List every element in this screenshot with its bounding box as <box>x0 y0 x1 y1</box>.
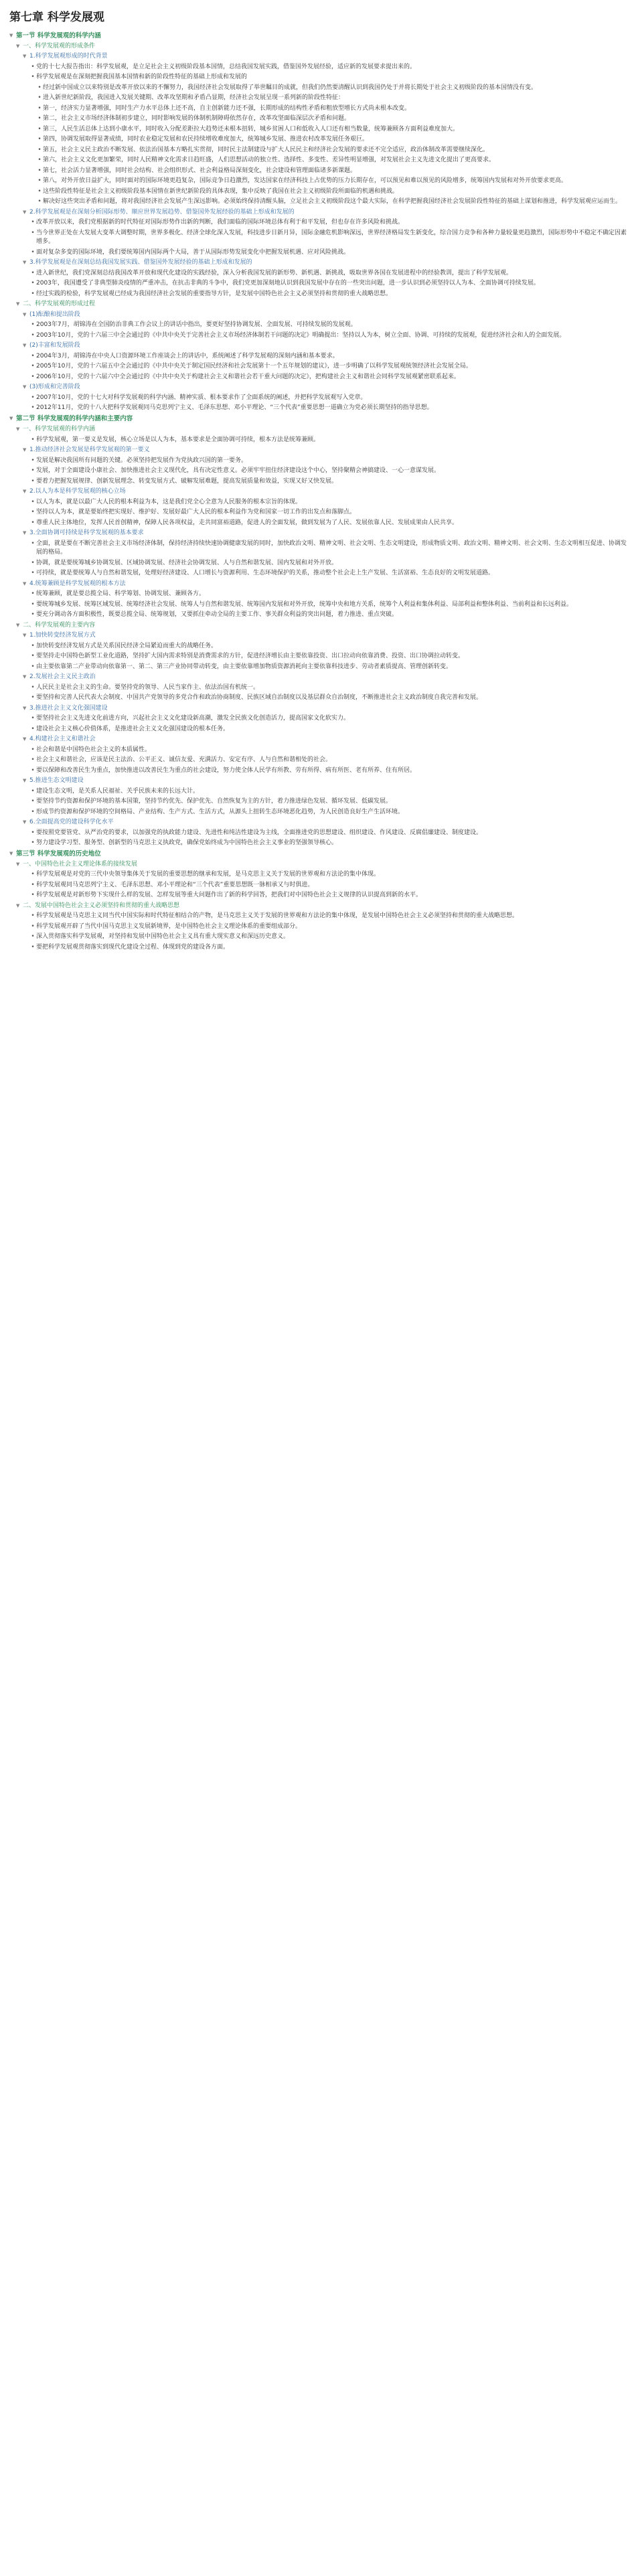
collapse-toggle-icon[interactable]: ▼ <box>23 260 27 266</box>
outline-item-text: 由主要依靠第二产业带动向依靠第一、第二、第三产业协同带动转变，由主要依靠增加物质资源消耗向主要依靠科技进步、劳动者素质提高、管理创新转变。 <box>36 663 453 670</box>
outline-item-text: 第八，对外开放日益扩大，同时面对的国际环境更趋复杂，国际竞争日趋激烈，发达国家在经济科技上占优势的压力长期存在，可以预见和难以预见的风险增多，统筹国内发展和对外开放要求更高。 <box>43 177 568 185</box>
outline-item <box>9 155 627 166</box>
bullet-icon: • <box>31 219 35 226</box>
bullet-icon: • <box>37 157 42 164</box>
outline-item-text: 1.加快转变经济发展方式 <box>29 632 96 639</box>
bullet-icon: • <box>31 829 35 836</box>
bullet-icon: • <box>37 104 42 112</box>
outline-item <box>9 403 627 414</box>
outline-item <box>9 497 627 508</box>
outline-item <box>9 268 627 279</box>
bullet-icon: • <box>31 663 35 670</box>
bullet-icon: • <box>31 74 35 81</box>
collapse-toggle-icon[interactable]: ▼ <box>16 301 20 307</box>
section-heading-label: 第一节 科学发展观的科学内涵 <box>16 31 101 39</box>
bullet-icon: • <box>31 590 35 597</box>
collapse-toggle-icon[interactable]: ▼ <box>9 32 13 38</box>
bullet-icon: • <box>31 756 35 763</box>
bullet-icon: • <box>31 352 35 359</box>
outline-item-text: 要充分调动各方面积极性，既要总揽全局、统筹规划，又要抓住牵动全局的主要工作、事关群众利益的突出问题，着力推进、重点突破。 <box>36 611 398 618</box>
bullet-icon: • <box>31 933 35 941</box>
outline-branch[interactable] <box>9 258 627 268</box>
outline-item <box>9 870 627 880</box>
bullet-icon: • <box>31 436 35 443</box>
outline-item-text: 第五，社会主义民主政治不断发展、依法治国基本方略扎实贯彻，同时民主法制建设与扩大人民民主和经济社会发展的要求还不完全适应，政治体制改革需要继续深化。 <box>43 146 489 153</box>
bullet-icon: • <box>31 229 35 236</box>
bullet-icon: • <box>37 177 42 185</box>
outline-item <box>9 890 627 901</box>
outline-item <box>9 289 627 300</box>
outline-item-text: 2003年10月，党的十六届三中全会通过的《中共中央关于完善社会主义市场经济体制若干问题的决定》明确提出：坚持以人为本，树立全面、协调、可持续的发展观，促进经济社会和人的全面发展。 <box>36 331 566 339</box>
outline-item <box>9 135 627 145</box>
outline-item-text: 2004年3月，胡锦涛在中央人口资源环境工作座谈会上的讲话中，系统阐述了科学发展观的深刻内涵和基本要求。 <box>36 352 339 359</box>
bullet-icon: • <box>31 787 35 795</box>
bullet-icon: • <box>31 363 35 370</box>
bullet-icon: • <box>31 871 35 878</box>
bullet-icon: • <box>31 892 35 899</box>
outline-item <box>9 641 627 652</box>
outline-branch[interactable] <box>9 310 627 321</box>
bullet-icon: • <box>31 373 35 380</box>
collapse-toggle-icon[interactable]: ▼ <box>23 384 27 390</box>
outline-item-text: 二、科学发展观的主要内容 <box>23 621 96 629</box>
outline-item-text: 要着力把握发展规律、创新发展理念、转变发展方式、破解发展难题，提高发展质量和效益，实现又好又快发展。 <box>36 477 338 485</box>
outline-item <box>9 745 627 756</box>
outline-item-text: 科学发展观是在深刻把握我国基本国情和新的阶段性特征的基础上形成和发展的 <box>36 74 248 81</box>
outline-item <box>9 456 627 467</box>
outline-item-text: 党的十七大报告指出：科学发展观，是立足社会主义初级阶段基本国情，总结我国发展实践，借鉴国外发展经验，适应新的发展要求提出来的。 <box>36 63 416 70</box>
outline-item <box>9 724 627 735</box>
outline-item-text: 面对复杂多变的国际环境，我们要统筹国内国际两个大局，善于从国际形势发展变化中把握发展机遇、应对风险挑战。 <box>36 248 350 256</box>
outline-item <box>9 320 627 331</box>
outline-item-text: 第一，经济实力显著增强，同时生产力水平总体上还不高，自主创新能力还不强，长期形成的结构性矛盾和粗放型增长方式尚未根本改变。 <box>43 104 411 112</box>
outline-item-text: 加快转变经济发展方式是关系国民经济全局紧迫而重大的战略任务。 <box>36 642 218 649</box>
outline-item-text: 要按照党要管党、从严治党的要求，以加强党的执政能力建设、先进性和纯洁性建设为主线，全面推进党的思想建设、组织建设、作风建设、反腐倡廉建设、制度建设。 <box>36 829 483 836</box>
section-heading-label: 第三节 科学发展观的历史地位 <box>16 850 101 858</box>
bullet-icon: • <box>31 269 35 276</box>
bullet-icon: • <box>31 519 35 526</box>
outline-item <box>9 278 627 289</box>
outline-item-text: 2005年10月，党的十六届五中全会通过的《中共中央关于制定国民经济和社会发展第十一个五年规划的建议》，进一步明确了以科学发展观统领经济社会发展全局。 <box>36 363 472 370</box>
bullet-icon: • <box>31 642 35 649</box>
outline-item <box>9 507 627 518</box>
outline-item-text: (2)丰富和发展阶段 <box>29 342 80 349</box>
bullet-icon: • <box>31 912 35 920</box>
bullet-icon: • <box>31 498 35 505</box>
bullet-icon: • <box>31 600 35 608</box>
outline-item-text: 改革开放以来，我们党根据新的时代特征对国际形势作出新的判断，我们面临的国际环境总体有利于和平发展，但也存在许多风险和挑战。 <box>36 219 404 226</box>
collapse-toggle-icon[interactable]: ▼ <box>16 902 20 908</box>
collapse-toggle-icon[interactable]: ▼ <box>16 622 20 628</box>
outline-item-text: (3)形成和完善阶段 <box>29 384 80 391</box>
outline-item-text: 2007年10月，党的十七大对科学发展观的科学内涵、精神实质、根本要求作了全面系统的阐述，并把科学发展观写入党章。 <box>36 394 367 401</box>
bullet-icon: • <box>31 715 35 722</box>
outline-item-text: 要坚持节约资源和保护环境的基本国策，坚持节约优先、保护优先、自然恢复为主的方针，着力推进绿色发展、循环发展、低碳发展。 <box>36 798 392 805</box>
outline-item <box>9 435 627 446</box>
outline-item-text: 进入新世纪，我们党深刻总结我国改革开放和现代化建设的实践经验，深入分析我国发展的新形势、新机遇、新挑战，吸取世界各国在发展进程中的经验教训，提出了科学发展观。 <box>36 269 513 276</box>
outline-item-text: 经过实践的检验，科学发展观已经成为我国经济社会发展的重要指导方针，是发展中国特色社会主义必须坚持和贯彻的重大战略思想。 <box>36 290 392 297</box>
collapse-toggle-icon[interactable]: ▼ <box>23 819 27 825</box>
bullet-icon: • <box>31 467 35 474</box>
outline-item <box>9 518 627 529</box>
bullet-icon: • <box>31 808 35 815</box>
outline-branch[interactable] <box>9 382 627 393</box>
outline-item-text: 发展是解决我国所有问题的关键。必须坚持把发展作为党执政兴国的第一要务。 <box>36 457 248 464</box>
outline-branch[interactable] <box>9 42 627 52</box>
collapse-toggle-icon[interactable]: ▼ <box>23 705 27 711</box>
outline-item <box>9 539 627 558</box>
outline-branch[interactable] <box>9 734 627 745</box>
bullet-icon: • <box>31 540 35 547</box>
bullet-icon: • <box>31 509 35 515</box>
outline-tree <box>9 31 627 953</box>
outline-branch[interactable] <box>9 487 627 497</box>
outline-item-text: 要坚持社会主义先进文化前进方向，兴起社会主义文化建设新高潮，激发全民族文化创造活力，提高国家文化软实力。 <box>36 715 350 722</box>
bullet-icon: • <box>31 653 35 659</box>
outline-item-text: 二、发展中国特色社会主义必须坚持和贯彻的重大战略思想 <box>23 902 180 909</box>
outline-item-text: 经过新中国成立以来特别是改革开放以来的不懈努力，我国经济社会发展取得了举世瞩目的成就，但我们仍然要清醒认识到我国仍处于并将长期处于社会主义初级阶段的基本国情没有变。 <box>43 84 538 91</box>
collapse-toggle-icon[interactable]: ▼ <box>23 489 27 494</box>
outline-item-text: 当今世界正处在大发展大变革大调整时期，世界多极化、经济全球化深入发展，科技进步日新月异，国际金融危机影响深远，世界经济格局发生新变化，综合国力竞争和各种力量较量更趋激烈，国际形势中不稳定不确定因素增多。 <box>36 229 627 246</box>
outline-item-text: 4.构建社会主义和谐社会 <box>29 736 96 742</box>
outline-item <box>9 176 627 187</box>
outline-item <box>9 589 627 600</box>
outline-item-text: 第四，协调发展取得显著成绩，同时农业稳定发展和农民持续增收难度加大，统筹城乡发展、推进农村改革发展任务艰巨。 <box>43 136 369 143</box>
collapse-toggle-icon[interactable]: ▼ <box>23 674 27 679</box>
outline-item-text: 6.全面提高党的建设科学化水平 <box>29 819 114 825</box>
outline-branch[interactable] <box>9 341 627 351</box>
outline-item-text: 全面，就是要在不断完善社会主义市场经济体制，保持经济持续快速协调健康发展的同时，加快政治文明、精神文明、社会文明、生态文明建设，形成物质文明、政治文明、精神文明、社会文明、生态文明相互促进、协调发展的格局。 <box>36 540 627 556</box>
outline-item-text: 2003年，我国遭受了非典型肺炎疫情的严重冲击，在抗击非典的斗争中，我们党更加深刻地认识到我国发展中存在的一些突出问题，进一步认识到必须坚持以人为本、全面协调可持续发展。 <box>36 280 540 287</box>
outline-item <box>9 714 627 724</box>
outline-item-text: 科学发展观同马克思列宁主义、毛泽东思想、邓小平理论和“三个代表”重要思想既一脉相承又与时俱进。 <box>36 881 314 888</box>
bullet-icon: • <box>31 457 35 464</box>
section-heading-label: 第二节 科学发展观的科学内涵和主要内容 <box>16 414 133 422</box>
outline-item <box>9 755 627 766</box>
outline-item <box>9 766 627 777</box>
outline-item-text: 建设生态文明，是关系人民福祉、关乎民族未来的长远大计。 <box>36 787 200 795</box>
outline-item-text: 进入新世纪新阶段，我国进入发展关键期、改革攻坚期和矛盾凸显期，经济社会发展呈现一系列新的阶段性特征： <box>43 94 345 102</box>
collapse-toggle-icon[interactable]: ▼ <box>23 343 27 349</box>
collapse-toggle-icon[interactable]: ▼ <box>23 209 27 215</box>
outline-item <box>9 351 627 362</box>
outline-item-text: 社会和谐是中国特色社会主义的本质属性。 <box>36 746 151 753</box>
outline-item-text: 4.统筹兼顾是科学发展观的根本方法 <box>29 580 126 587</box>
outline-item <box>9 693 627 704</box>
outline-item-text: 建设社会主义核心价值体系，是推进社会主义文化强国建设的根本任务。 <box>36 725 230 732</box>
bullet-icon: • <box>31 248 35 256</box>
bullet-icon: • <box>31 611 35 618</box>
outline-branch[interactable] <box>9 579 627 590</box>
outline-item-text: 深入贯彻落实科学发展观，对坚持和发展中国特色社会主义具有重大现实意义和深远历史意义。 <box>36 933 290 941</box>
outline-item-text: 尊重人民主体地位，发挥人民首创精神，保障人民各项权益，走共同富裕道路，促进人的全面发展，做到发展为了人民、发展依靠人民、发展成果由人民共享。 <box>36 519 459 526</box>
outline-item <box>9 372 627 383</box>
outline-item <box>9 662 627 673</box>
outline-item-text: 二、科学发展观的形成过程 <box>23 301 96 308</box>
outline-item-text: 解决好这些突出矛盾和问题，将对我国经济社会发展产生深远影响。必须始终保持清醒头脑，立足社会主义初级阶段这个最大实际，在科学把握我国经济社会发展阶段性特征的基础上谋划和推进，科学发展观应运而生。 <box>43 198 622 206</box>
outline-item-text: 要坚持走中国特色新型工业化道路，坚持扩大国内需求特别是消费需求的方针，促进经济增长由主要依靠投资、出口拉动向依靠消费、投资、出口协调拉动转变。 <box>36 653 465 659</box>
outline-item <box>9 807 627 818</box>
outline-item-text: 社会主义和谐社会，应该是民主法治、公平正义、诚信友爱、充满活力、安定有序、人与自然和谐相处的社会。 <box>36 756 332 763</box>
outline-item <box>9 922 627 933</box>
outline-branch[interactable] <box>9 631 627 641</box>
outline-item <box>9 466 627 477</box>
outline-item-text: 第六，社会主义文化更加繁荣，同时人民精神文化需求日趋旺盛，人们思想活动的独立性、选择性、多变性、差异性明显增强，对发展社会主义先进文化提出了更高要求。 <box>43 157 495 164</box>
outline-item-text: 人民民主是社会主义的生命。要坚持党的领导、人民当家作主、依法治国有机统一。 <box>36 683 260 691</box>
outline-item-text: 1.科学发展观形成的时代背景 <box>29 53 108 60</box>
outline-page <box>0 0 636 953</box>
bullet-icon: • <box>31 922 35 930</box>
outline-item-text: 以人为本，就是以最广大人民的根本利益为本，这是我们党全心全意为人民服务的根本宗旨的体现。 <box>36 498 302 505</box>
collapse-toggle-icon[interactable]: ▼ <box>23 736 27 742</box>
collapse-toggle-icon[interactable]: ▼ <box>16 861 20 867</box>
bullet-icon: • <box>37 136 42 143</box>
collapse-toggle-icon[interactable]: ▼ <box>23 447 27 453</box>
section-heading[interactable] <box>9 31 627 42</box>
outline-branch[interactable] <box>9 208 627 218</box>
outline-item-text: 5.推进生态文明建设 <box>29 777 84 784</box>
outline-item-text: 第七，社会活力显著增强，同时社会结构、社会组织形式、社会利益格局深刻变化，社会建设和管理面临诸多新课题。 <box>43 167 357 174</box>
outline-branch[interactable] <box>9 621 627 631</box>
outline-item <box>9 393 627 404</box>
outline-item <box>9 797 627 807</box>
outline-branch[interactable] <box>9 299 627 310</box>
outline-item-text: 坚持以人为本，就是要始终把实现好、维护好、发展好最广大人民的根本利益作为党和国家一切工作的出发点和落脚点。 <box>36 509 356 515</box>
bullet-icon: • <box>31 694 35 701</box>
bullet-icon: • <box>31 331 35 339</box>
bullet-icon: • <box>37 94 42 102</box>
outline-branch[interactable] <box>9 528 627 539</box>
outline-item <box>9 218 627 228</box>
bullet-icon: • <box>31 404 35 412</box>
collapse-toggle-icon[interactable]: ▼ <box>16 43 20 49</box>
outline-item <box>9 838 627 849</box>
outline-item-text: 发展，对于全面建设小康社会、加快推进社会主义现代化，具有决定性意义。必须牢牢扭住经济建设这个中心，坚持聚精会神搞建设、一心一意谋发展。 <box>36 467 441 474</box>
outline-item <box>9 83 627 94</box>
section-heading[interactable] <box>9 849 627 860</box>
bullet-icon: • <box>37 167 42 174</box>
outline-item <box>9 558 627 569</box>
bullet-icon: • <box>31 943 35 951</box>
bullet-icon: • <box>31 746 35 753</box>
outline-item-text: 3.全面协调可持续是科学发展观的基本要求 <box>29 530 144 536</box>
outline-item <box>9 911 627 922</box>
section-heading[interactable] <box>9 414 627 424</box>
outline-item <box>9 248 627 258</box>
bullet-icon: • <box>31 394 35 401</box>
bullet-icon: • <box>37 187 42 195</box>
outline-item <box>9 166 627 177</box>
collapse-toggle-icon[interactable]: ▼ <box>9 415 13 421</box>
bullet-icon: • <box>37 115 42 123</box>
outline-item-text: 3.科学发展观是在深刻总结我国发展实践、借鉴国外发展经验的基础上形成和发展的 <box>29 259 252 266</box>
outline-item-text: 2.以人为本是科学发展观的核心立场 <box>29 488 126 495</box>
bullet-icon: • <box>31 683 35 691</box>
bullet-icon: • <box>31 767 35 774</box>
outline-item <box>9 93 627 104</box>
outline-item-text: 要以保障和改善民生为重点，加快推进以改善民生为重点的社会建设，努力使全体人民学有所教、劳有所得、病有所医、老有所养、住有所居。 <box>36 767 416 774</box>
bullet-icon: • <box>31 725 35 732</box>
outline-item-text: 这些阶段性特征是社会主义初级阶段基本国情在新世纪新阶段的具体表现，集中反映了我国在社会主义初级阶段所面临的机遇和挑战。 <box>43 187 399 195</box>
outline-item <box>9 610 627 621</box>
outline-item-text: 一、科学发展观的科学内涵 <box>23 426 96 432</box>
outline-branch[interactable] <box>9 860 627 870</box>
outline-item-text: 3.推进社会主义文化强国建设 <box>29 704 108 712</box>
outline-item-text: 1.推动经济社会发展是科学发展观的第一要义 <box>29 447 150 453</box>
outline-item <box>9 197 627 208</box>
outline-item <box>9 361 627 372</box>
outline-item-text: 形成节约资源和保护环境的空间格局、产业结构、生产方式、生活方式，从源头上扭转生态环境恶化趋势，为人民创造良好生产生活环境。 <box>36 808 404 815</box>
outline-item <box>9 568 627 579</box>
bullet-icon: • <box>31 321 35 329</box>
outline-item-text: 可持续，就是要统筹人与自然和谐发展，处理好经济建设、人口增长与资源利用、生态环境保护的关系，推动整个社会走上生产发展、生活富裕、生态良好的文明发展道路。 <box>36 570 495 576</box>
outline-item-text: 2.发展社会主义民主政治 <box>29 673 96 680</box>
outline-item-text: 2.科学发展观是在深刻分析国际形势、顺应世界发展趋势、借鉴国外发展经验的基础上形成和发展的 <box>29 208 295 216</box>
outline-item-text: (1)酝酿和提出阶段 <box>29 311 80 318</box>
outline-item-text: 协调，就是要统筹城乡协调发展、区域协调发展、经济社会协调发展、人与自然和谐发展、国内发展和对外开放。 <box>36 559 338 566</box>
outline-item-text: 2003年7月，胡锦涛在全国防治非典工作会议上的讲话中指出，要更好坚持协调发展、全面发展、可持续发展的发展观。 <box>36 321 357 329</box>
outline-item <box>9 125 627 135</box>
outline-item-text: 科学发展观开辟了当代中国马克思主义发展新境界，是中国特色社会主义理论体系的重要组成部分。 <box>36 922 302 930</box>
outline-item-text: 第三，人民生活总体上达到小康水平，同时收入分配差距拉大趋势还未根本扭转，城乡贫困人口和低收入人口还有相当数量，统筹兼顾各方面利益难度加大。 <box>43 125 459 133</box>
outline-item <box>9 683 627 694</box>
page-title: 第七章 科学发展观 <box>9 11 104 24</box>
collapse-toggle-icon[interactable]: ▼ <box>16 426 20 432</box>
collapse-toggle-icon[interactable]: ▼ <box>23 530 27 536</box>
bullet-icon: • <box>31 290 35 297</box>
outline-item <box>9 477 627 487</box>
outline-item <box>9 651 627 662</box>
outline-item-text: 一、科学发展观的形成条件 <box>23 42 96 50</box>
outline-item <box>9 600 627 611</box>
outline-branch[interactable] <box>9 672 627 683</box>
outline-branch[interactable] <box>9 424 627 435</box>
outline-item-text: 2012年11月，党的十八大把科学发展观同马克思列宁主义、毛泽东思想、邓小平理论、“三个代表”重要思想一道确立为党必须长期坚持的指导思想。 <box>36 404 433 412</box>
bullet-icon: • <box>31 280 35 287</box>
outline-item-text: 科学发展观是对党的三代中央领导集体关于发展的重要思想的继承和发展，是马克思主义关于发展的世界观和方法论的集中体现。 <box>36 871 380 878</box>
outline-item-text: 要统筹城乡发展、统筹区域发展、统筹经济社会发展、统筹人与自然和谐发展、统筹国内发展和对外开放，统筹中央和地方关系，统筹个人利益和集体利益、局部利益和整体利益、当前利益和长远利益。 <box>36 600 573 608</box>
outline-branch[interactable] <box>9 52 627 62</box>
outline-item <box>9 62 627 73</box>
outline-item-text: 2006年10月，党的十六届六中全会通过的《中共中央关于构建社会主义和谐社会若干重大问题的决定》，把构建社会主义和谐社会同科学发展观紧密联系起来。 <box>36 373 460 380</box>
outline-item-text: 要坚持和完善人民代表大会制度、中国共产党领导的多党合作和政治协商制度、民族区域自治制度以及基层群众自治制度，不断推进社会主义政治制度自我完善和发展。 <box>36 694 483 701</box>
outline-branch[interactable] <box>9 445 627 456</box>
bullet-icon: • <box>37 198 42 206</box>
bullet-icon: • <box>37 146 42 153</box>
collapse-toggle-icon[interactable]: ▼ <box>23 311 27 317</box>
outline-item <box>9 932 627 943</box>
outline-item <box>9 828 627 839</box>
bullet-icon: • <box>31 559 35 566</box>
outline-branch[interactable] <box>9 704 627 714</box>
outline-item <box>9 228 627 248</box>
bullet-icon: • <box>31 881 35 888</box>
outline-item-text: 一、中国特色社会主义理论体系的接续发展 <box>23 860 138 868</box>
collapse-toggle-icon[interactable]: ▼ <box>23 580 27 586</box>
outline-item <box>9 787 627 797</box>
bullet-icon: • <box>31 839 35 846</box>
outline-item-text: 科学发展观是对新形势下实现什么样的发展、怎样发展等重大问题作出了新的科学回答，把我们对中国特色社会主义规律的认识提高到新的水平。 <box>36 892 422 899</box>
outline-item <box>9 104 627 114</box>
outline-branch[interactable] <box>9 901 627 912</box>
outline-item-text: 统筹兼顾，就是要总揽全局、科学筹划、协调发展、兼顾各方。 <box>36 590 206 597</box>
bullet-icon: • <box>31 477 35 485</box>
outline-item-text: 科学发展观，第一要义是发展，核心立场是以人为本，基本要求是全面协调可持续，根本方法是统筹兼顾。 <box>36 436 320 443</box>
outline-item <box>9 880 627 891</box>
collapse-toggle-icon[interactable]: ▼ <box>9 850 13 856</box>
bullet-icon: • <box>37 125 42 133</box>
outline-item <box>9 114 627 125</box>
outline-item <box>9 943 627 953</box>
outline-item <box>9 72 627 83</box>
outline-item-text: 要把科学发展观贯彻落实到现代化建设全过程、体现到党的建设各方面。 <box>36 943 230 951</box>
outline-item <box>9 187 627 197</box>
outline-item <box>9 331 627 341</box>
outline-item <box>9 145 627 156</box>
bullet-icon: • <box>31 63 35 70</box>
outline-branch[interactable] <box>9 776 627 787</box>
outline-item-text: 第二，社会主义市场经济体制初步建立，同时影响发展的体制机制障碍依然存在，改革攻坚面临深层次矛盾和问题。 <box>43 115 351 123</box>
collapse-toggle-icon[interactable]: ▼ <box>23 633 27 638</box>
bullet-icon: • <box>37 84 42 91</box>
outline-item-text: 努力建设学习型、服务型、创新型的马克思主义执政党，确保党始终成为中国特色社会主义事业的坚强领导核心。 <box>36 839 338 846</box>
outline-branch[interactable] <box>9 817 627 828</box>
bullet-icon: • <box>31 570 35 576</box>
outline-item-text: 科学发展观是马克思主义同当代中国实际和时代特征相结合的产物，是马克思主义关于发展的世界观和方法论的集中体现，是发展中国特色社会主义必须坚持和贯彻的重大战略思想。 <box>36 912 519 920</box>
collapse-toggle-icon[interactable]: ▼ <box>23 54 27 60</box>
bullet-icon: • <box>31 798 35 805</box>
collapse-toggle-icon[interactable]: ▼ <box>23 778 27 783</box>
